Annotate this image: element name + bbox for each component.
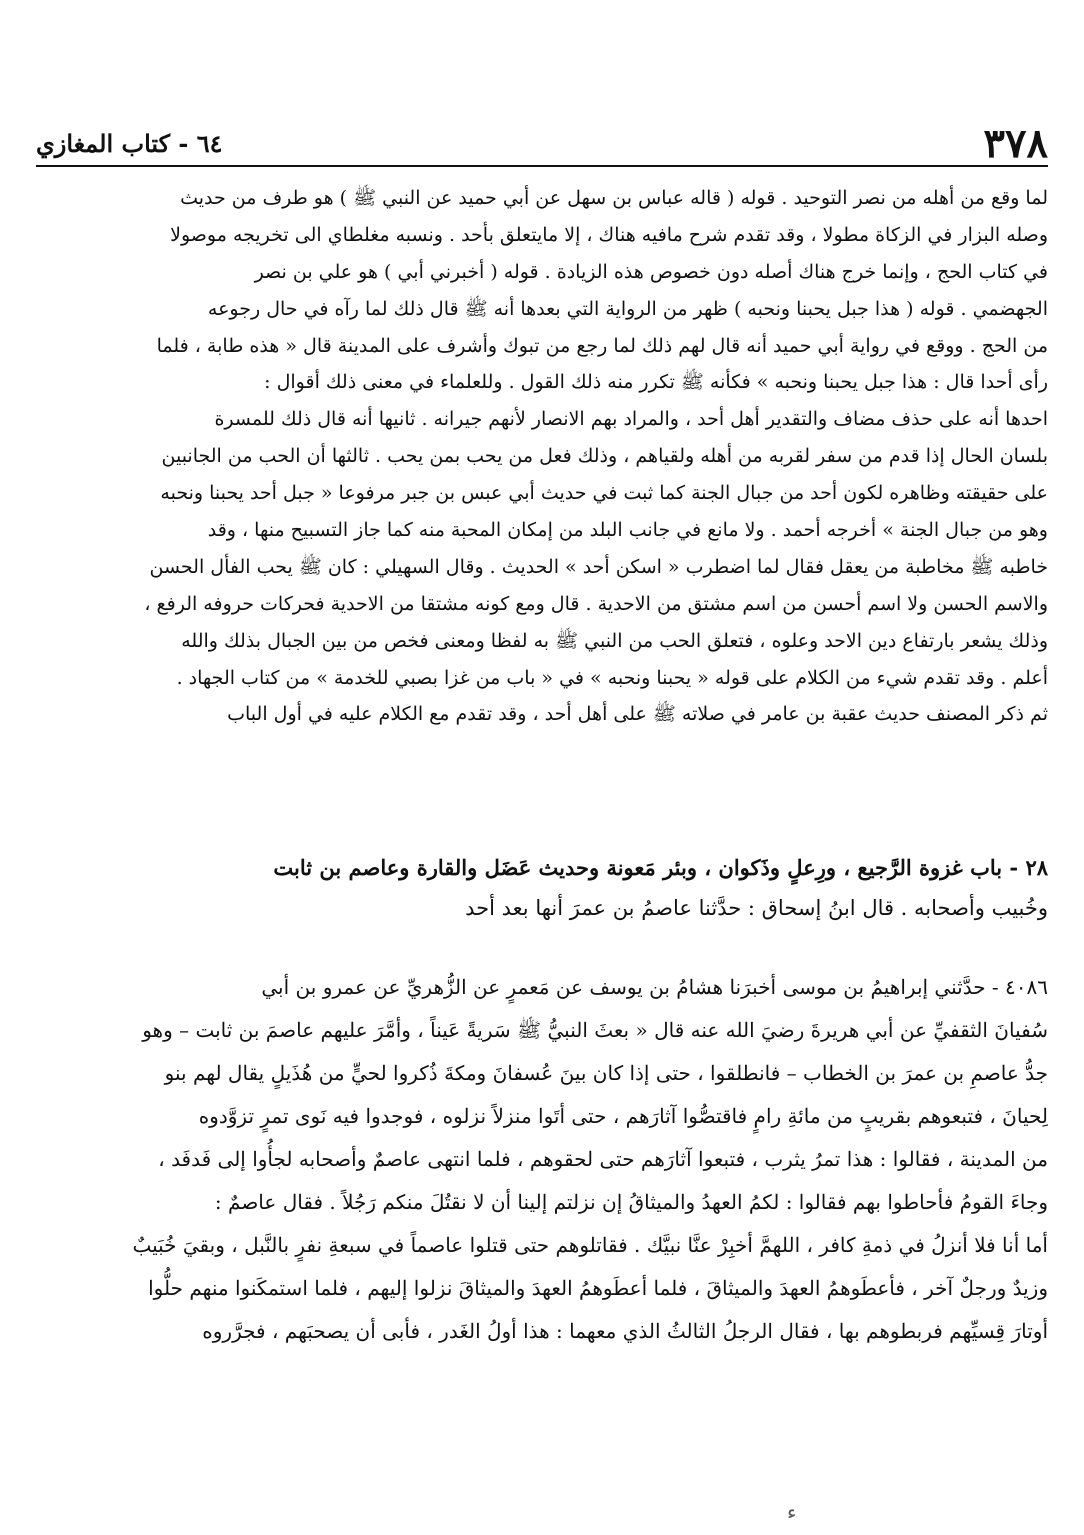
chapter-heading	[36, 848, 1048, 928]
commentary-line: على حقيقته وظاهره لكون أحد من جبال الجنة كما ثبت في حديث أبي عبس بن جبر مرفوعا « جبل أحد يحبنا ونحبه	[160, 482, 1048, 505]
commentary-line: أعلم . وقد تقدم شيء من الكلام على قوله « يحبنا ونحبه » في « باب من غزا بصبي للخدمة » من كتاب الجهاد .	[176, 666, 1048, 689]
hadith-line: جدُّ عاصمِ بن عمرَ بن الخطاب – فانطلقوا ، حتى إذا كان بينَ عُسفانَ ومكةَ ذُكروا لحيٍّ من هُذَيلٍ يقال لهم بنو	[164, 1061, 1048, 1085]
hadith-line: لِحيانَ ، فتبعوهم بقريبٍ من مائةِ رامٍ فاقتصُّوا آثارَهم ، حتى أتَوا منزلاً نزلوه ، فوجدوا فيه نَوى تمرٍ تزوَّدوه	[198, 1104, 1048, 1128]
hadith-line: وجاءَ القومُ فأحاطوا بهم فقالوا : لكمُ العهدُ والميثاقُ إن نزلتم إلينا أن لا نقتُلَ منكم رَجُلاً . فقال عاصمٌ :	[214, 1190, 1048, 1214]
commentary-line: والاسم الحسن ولا اسم أحسن من اسم مشتق من الاحدية . قال ومع كونه مشتقا من الاحدية فحركات حروفه الرفع ،	[144, 592, 1048, 615]
commentary-line: في كتاب الحج ، وإنما خرج هناك أصله دون خصوص هذه الزيادة . قوله ( أخبرني أبي ) هو علي بن نصر	[254, 260, 1048, 283]
commentary-line: خاطبه ﷺ مخاطبة من يعقل فقال لما اضطرب « اسكن أحد » الحديث . وقال السهيلي : كان ﷺ يحب الفأل الحسن	[149, 555, 1048, 578]
commentary-line: لما وقع من أهله من نصر التوحيد . قوله ( قاله عباس بن سهل عن أبي حميد عن النبي ﷺ ) هو طرف من حديث	[180, 187, 1048, 209]
page-number: ٣٧٨	[983, 120, 1048, 167]
chapter-line: وخُبيب وأصحابه . قال ابنُ إسحاق : حدَّثنا عاصمُ بن عمرَ أنها بعد أحد	[465, 896, 1048, 920]
chapter-line: ٢٨ - باب غزوة الرَّجيع ، ورِعلٍ وذَكوان ، وبئر مَعونة وحديث عَضَل والقارة وعاصم بن ثابت	[273, 855, 1048, 880]
commentary-line: ثم ذكر المصنف حديث عقبة بن عامر في صلاته ﷺ على أهل أحد ، وقد تقدم مع الكلام عليه في أول الباب	[227, 703, 1048, 726]
running-title: ٦٤ - كتاب المغازي	[36, 129, 223, 158]
commentary-line: وذلك يشعر بارتفاع دين الاحد وعلوه ، فتعلق الحب من النبي ﷺ به لفظا ومعنى فخص من بين الجبال بذلك والله	[181, 629, 1048, 652]
commentary-line: من الحج . ووقع في رواية أبي حميد أنه قال لهم ذلك لما رجع من تبوك وأشرف على المدينة قال « هذه طابة ، فلما	[156, 334, 1048, 357]
hadith-line: سُفيانَ الثقفيِّ عن أبي هريرةَ رضيَ الله عنه قال « بعثَ النبيُّ ﷺ سَريةً عَيناً ، وأمَّرَ عليهم عاصمَ بن ثابت – وهو	[142, 1018, 1048, 1042]
hadith-line: أوتارَ قِسيِّهم فربطوهم بها ، فقال الرجلُ الثالثُ الذي معهما : هذا أولُ الغَدر ، فأبى أن يصحبَهم ، فجرَّروه	[202, 1319, 1048, 1343]
page-header	[36, 120, 1048, 168]
margin-mark: ء	[787, 1500, 797, 1524]
header-rule	[36, 165, 1048, 167]
hadith-line: وزيدٌ ورجلٌ آخر ، فأعطَوهمُ العهدَ والميثاقَ ، فلما أعطَوهمُ العهدَ والميثاقَ نزلوا إليهم ، فلما استمكَنوا منهم حلُّوا	[148, 1276, 1048, 1300]
hadith-line: ٤٠٨٦ - حدَّثني إبراهيمُ بن موسى أخبرَنا هشامُ بن يوسف عن مَعمرٍ عن الزُّهريِّ عن عمرو بن أبي	[261, 975, 1048, 999]
commentary-block	[36, 180, 1048, 733]
commentary-line: وصله البزار في الزكاة مطولا ، وقد تقدم شرح مافيه هناك ، إلا مايتعلق بأحد . ونسبه مغلطاي الى تخريجه موصولا	[170, 223, 1048, 246]
hadith-line: أما أنا فلا أنزلُ في ذمةِ كافر ، اللهمَّ أخبِرْ عنَّا نبيَّك . فقاتلوهم حتى قتلوا عاصماً في سبعةِ نفرٍ بالنَّبل ، وبقيَ خُبَيبٌ	[132, 1233, 1048, 1257]
hadith-line: من المدينة ، فقالوا : هذا تمرُ يثرب ، فتبعوا آثارَهم حتى لحقوهم ، فلما انتهى عاصمٌ وأصحابه لجأُوا إلى فَدفَد ،	[158, 1147, 1048, 1171]
commentary-line: وهو من جبال الجنة » أخرجه أحمد . ولا مانع في جانب البلد من إمكان المحبة منه كما جاز التسبيح منها ، وقد	[207, 519, 1048, 542]
commentary-line: الجهضمي . قوله ( هذا جبل يحبنا ونحبه ) ظهر من الرواية التي بعدها أنه ﷺ قال ذلك لما رآه في حال رجوعه	[207, 297, 1048, 320]
commentary-line: احدها أنه على حذف مضاف والتقدير أهل أحد ، والمراد بهم الانصار لأنهم جيرانه . ثانيها أنه قال ذلك للمسرة	[214, 408, 1048, 431]
commentary-line: رأى أحدا قال : هذا جبل يحبنا ونحبه » فكأنه ﷺ تكرر منه ذلك القول . وللعلماء في معنى ذلك أقوال :	[264, 371, 1048, 394]
hadith-text	[36, 966, 1048, 1353]
commentary-line: بلسان الحال إذا قدم من سفر لقربه من أهله ولقياهم ، وذلك فعل من يحب بمن يحب . ثالثها أن الحب من الجانبين	[161, 445, 1048, 468]
